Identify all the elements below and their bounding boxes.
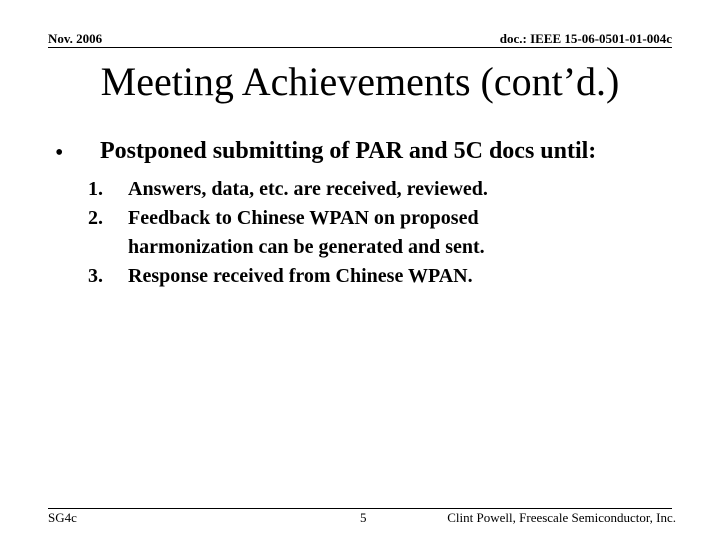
list-item-text: Feedback to Chinese WPAN on proposed — [128, 207, 479, 229]
list-item — [88, 175, 488, 204]
footer-author: Clint Powell, Freescale Semiconductor, Inc. — [447, 510, 676, 525]
bullet-text: Postponed submitting of PAR and 5C docs until: — [100, 138, 597, 164]
header-date: Nov. 2006 — [48, 31, 103, 46]
numbered-list — [88, 175, 488, 291]
list-item-continuation — [88, 233, 488, 262]
footer-group: SG4c — [48, 510, 77, 525]
footer-divider — [48, 508, 672, 509]
list-item-number: 2. — [88, 207, 103, 229]
list-item-text: Response received from Chinese WPAN. — [128, 265, 473, 287]
list-item-number: 3. — [88, 265, 103, 287]
list-item-text: harmonization can be generated and sent. — [128, 236, 485, 258]
bullet-marker: • — [55, 140, 64, 166]
list-item — [88, 204, 488, 233]
list-item-number — [88, 233, 128, 262]
list-item-text: Answers, data, etc. are received, reviewed. — [128, 178, 488, 200]
slide-title: Meeting Achievements (cont’d.) — [100, 59, 620, 104]
header-doc-id: doc.: IEEE 15-06-0501-01-004c — [499, 31, 672, 46]
list-item — [88, 262, 488, 291]
list-item-number: 1. — [88, 178, 103, 200]
header-divider — [48, 47, 672, 48]
footer-page-number: 5 — [360, 510, 367, 525]
